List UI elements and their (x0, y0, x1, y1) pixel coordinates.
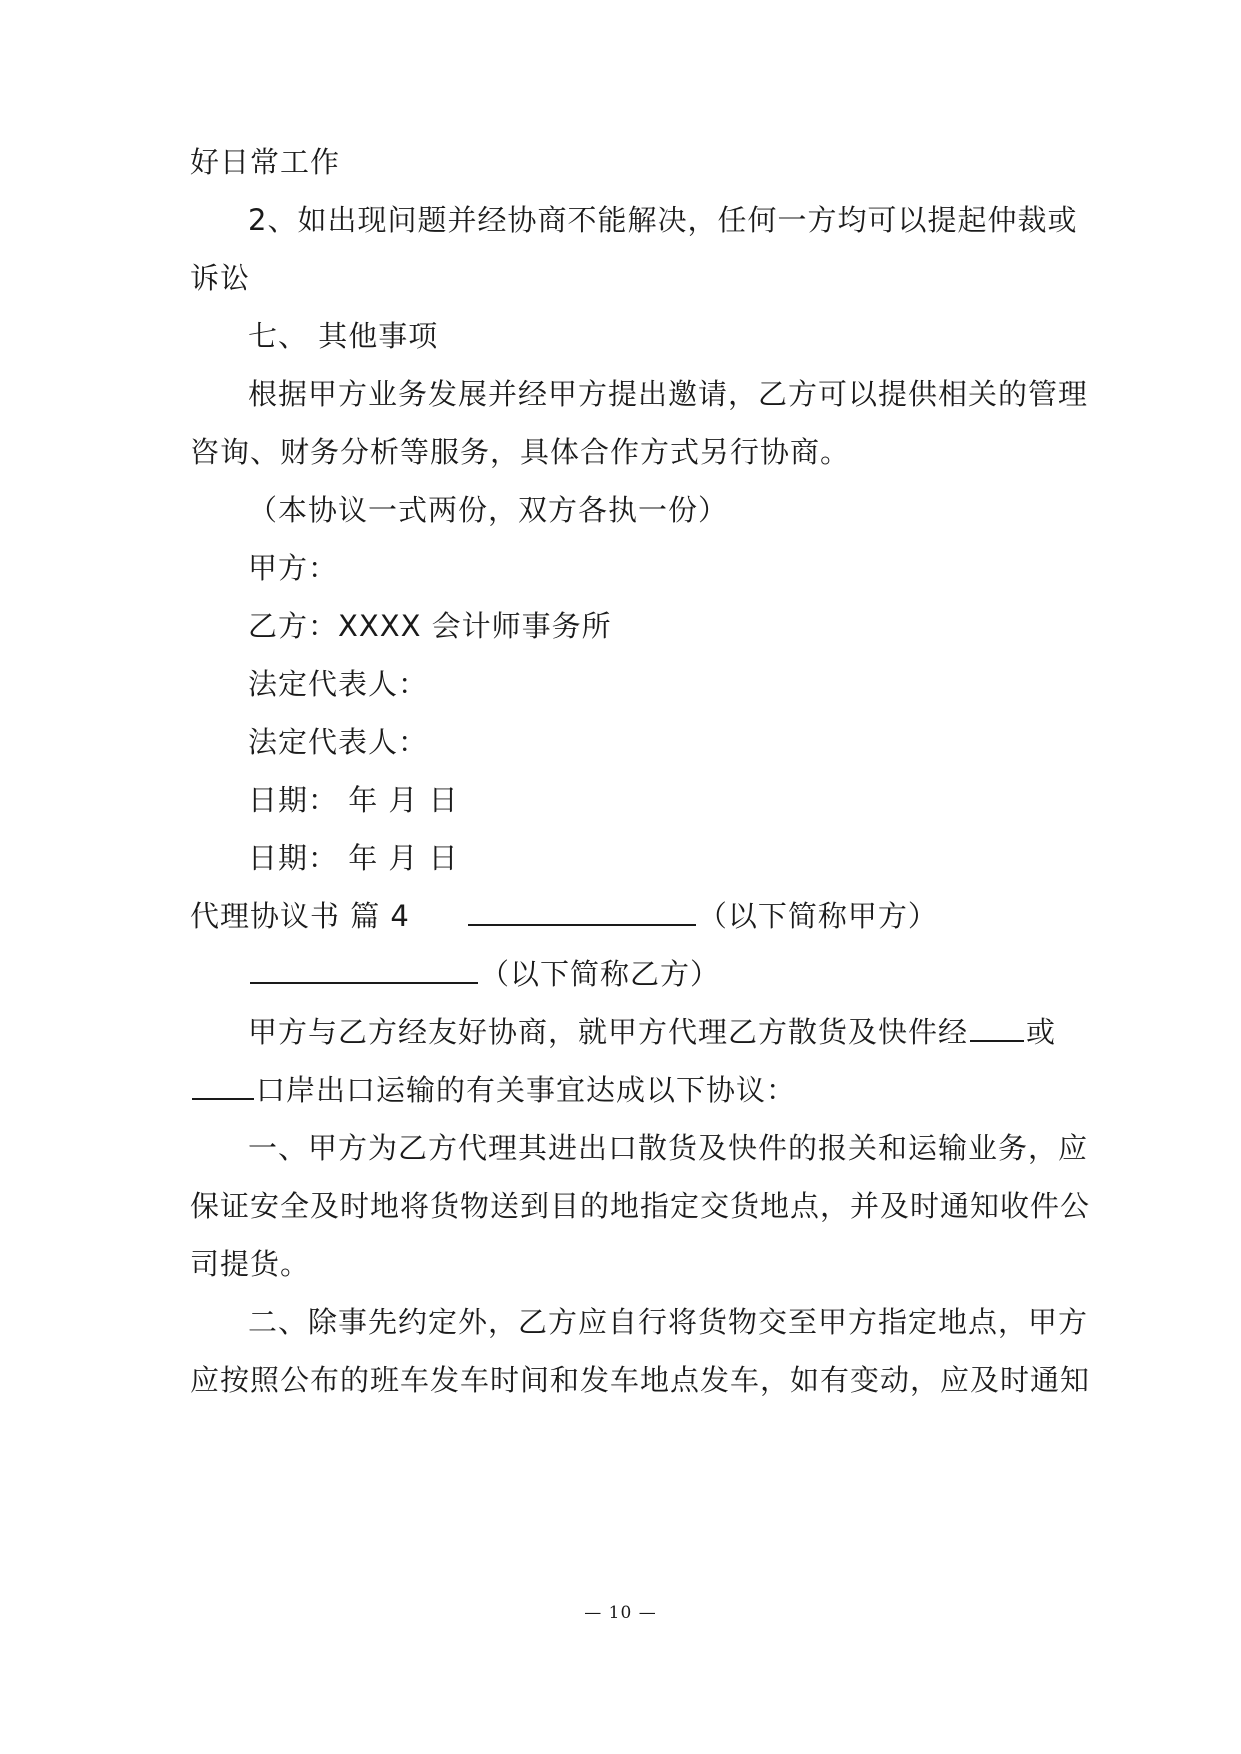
signature-line: 甲方： (248, 551, 339, 585)
text-line: 一、甲方为乙方代理其进出口散货及快件的报关和运输业务，应 (248, 1131, 1089, 1165)
text-line: 咨询、财务分析等服务，具体合作方式另行协商。 (190, 435, 851, 469)
signature-line: 乙方：XXXX 会计师事务所 (248, 609, 612, 643)
party-b-suffix: （以下简称乙方） (480, 957, 721, 991)
party-a-blank (468, 896, 696, 926)
text-segment: 口岸出口运输的有关事宜达成以下协议： (256, 1073, 797, 1107)
text-line: 应按照公布的班车发车时间和发车地点发车，如有变动，应及时通知 (190, 1363, 1091, 1397)
party-b-line (248, 954, 720, 994)
text-line (248, 1012, 1056, 1052)
text-line: 2、如出现问题并经协商不能解决，任何一方均可以提起仲裁或 (248, 203, 1078, 237)
signature-line: 法定代表人： (248, 725, 429, 759)
text-line: （本协议一式两份，双方各执一份） (248, 493, 729, 527)
text-line: 司提货。 (190, 1247, 311, 1281)
port-blank (970, 1012, 1024, 1042)
date-line: 日期： 年 月 日 (248, 783, 459, 817)
text-segment: 甲方与乙方经友好协商，就甲方代理乙方散货及快件经 (248, 1015, 969, 1049)
party-b-blank (250, 954, 478, 984)
port-blank (192, 1070, 254, 1100)
signature-line: 法定代表人： (248, 667, 429, 701)
heading-line (190, 896, 938, 936)
text-line: 保证安全及时地将货物送到目的地指定交货地点，并及时通知收件公 (190, 1189, 1091, 1223)
text-line: 二、除事先约定外，乙方应自行将货物交至甲方指定地点，甲方 (248, 1305, 1089, 1339)
party-a-suffix: （以下简称甲方） (697, 899, 938, 933)
page-number: — 10 — (584, 1603, 657, 1623)
text-segment: 或 (1026, 1015, 1057, 1049)
text-line: 好日常工作 (190, 145, 341, 179)
text-line: 根据甲方业务发展并经甲方提出邀请，乙方可以提供相关的管理 (248, 377, 1089, 411)
text-line (190, 1070, 796, 1110)
text-line: 诉讼 (190, 261, 251, 295)
document-title: 代理协议书 篇 4 (190, 899, 410, 933)
section-heading: 七、 其他事项 (248, 319, 439, 353)
date-line: 日期： 年 月 日 (248, 841, 459, 875)
